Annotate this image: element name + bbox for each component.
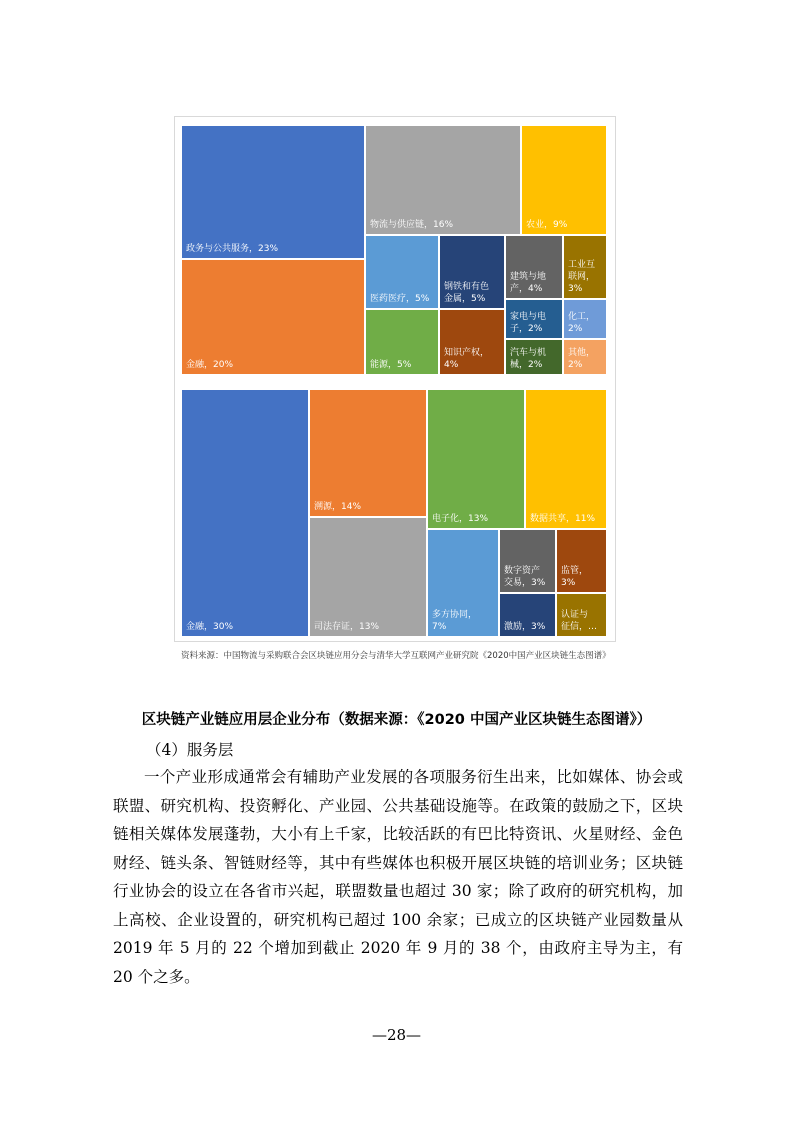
- treemap-2-tile-label: 数据共享，11%: [530, 514, 596, 524]
- treemap-2-tile-label: 数字资产 交易，3%: [504, 566, 546, 588]
- treemap-1-tile-label: 家电与电 子，2%: [510, 312, 547, 334]
- treemap-2-tile-label: 监管，3%: [561, 566, 589, 588]
- treemap-2-tile: [499, 593, 556, 637]
- treemap-1-tile-label: 其他， 2%: [568, 348, 596, 370]
- treemap-1-tile-label: 汽车与机 械，2%: [510, 348, 547, 370]
- treemap-1-tile-label: 医药医疗，5%: [370, 294, 430, 304]
- treemap-2-tile: [499, 529, 556, 593]
- treemap-1-tile: [181, 259, 365, 375]
- treemap-1-tile: [521, 125, 607, 235]
- treemap-2-tile: [427, 389, 525, 529]
- treemap-1-tile-label: 金融，20%: [186, 360, 234, 370]
- treemap-2-tile: [525, 389, 607, 529]
- treemap-1-tile-label: 钢铁和有色 金属，5%: [444, 282, 490, 304]
- treemap-1-tile: [563, 235, 607, 299]
- section-heading: （4）服务层: [146, 741, 234, 759]
- treemap-1-tile-label: 知识产权， 4%: [444, 348, 490, 370]
- treemap-2-tile-label: 认证与 征信，…: [561, 610, 598, 632]
- treemap-1-tile: [505, 299, 563, 339]
- treemap-1-tile: [439, 309, 505, 375]
- treemap-2-tile-label: 金融，30%: [186, 622, 234, 632]
- treemap-2-tile: [309, 517, 427, 637]
- treemap-2-tile-label: 溯源，14%: [314, 502, 362, 512]
- treemap-1-tile: [505, 235, 563, 299]
- body-paragraph: 一个产业形成通常会有辅助产业发展的各项服务衍生出来，比如媒体、协会或联盟、研究机构、投资孵化、产业园、公共基础设施等。在政策的鼓励之下，区块链相关媒体发展蓬勃，大小有上千家，比较活跃的有巴比特资讯、火星财经、金色财经、链头条、智链财经等，其中有些媒体也积极开展区块链的培训业务；区块链行业协会的设立在各省市兴起，联盟数量也超过 30 家；除了政府的研究机构，加上高校、企业设置的，研究机构已超过 100 余家；已成立的区块链产业园数量从 2019 年 5 月的 22 个增加到截止 2020 年 9 月的 38 个，由政府主导为主，有 20 个之多。: [113, 768, 683, 986]
- treemap-1-tile: [181, 125, 365, 259]
- treemap-1-tile: [365, 125, 521, 235]
- treemap-2-tile-label: 司法存证，13%: [314, 622, 380, 632]
- treemap-2-tile: [181, 389, 309, 637]
- treemap-1-tile-label: 能源，5%: [370, 360, 412, 370]
- treemap-1-tile-label: 化工， 2%: [568, 312, 596, 334]
- figure-source-note: 资料来源：中国物流与采购联合会区块链应用分会与清华大学互联网产业研究院《2020中国产业区块链生态图谱》: [181, 651, 611, 661]
- figure-caption: 区块链产业链应用层企业分布（数据来源：《2020 中国产业区块链生态图谱》）: [141, 712, 652, 728]
- treemap-1-tile-label: 工业互 联网， 3%: [568, 260, 596, 294]
- treemap-1-tile: [365, 309, 439, 375]
- treemap-2-tile-label: 多方协同， 7%: [432, 610, 478, 632]
- treemap-1-tile-label: 政务与公共服务，23%: [186, 244, 279, 254]
- treemap-2-tile: [427, 529, 499, 637]
- treemap-1-tile: [365, 235, 439, 309]
- treemap-2-tile: [556, 529, 607, 593]
- treemap-1-tile-label: 建筑与地 产，4%: [510, 272, 547, 294]
- treemap-charts: [175, 117, 615, 641]
- treemap-1-tile: [439, 235, 505, 309]
- treemap-2-tile-label: 电子化，13%: [432, 514, 489, 524]
- treemap-1-tile-label: 农业，9%: [526, 220, 568, 230]
- treemap-1-tile-label: 物流与供应链，16%: [370, 220, 454, 230]
- treemap-1-tile: [505, 339, 563, 375]
- treemap-2-tile-label: 激励，3%: [504, 622, 546, 632]
- treemap-figure: [174, 116, 616, 642]
- treemap-1-tile: [563, 339, 607, 375]
- treemap-1-tile: [563, 299, 607, 339]
- page-number: —28—: [371, 1026, 422, 1044]
- treemap-2-tile: [556, 593, 607, 637]
- treemap-2-tile: [309, 389, 427, 517]
